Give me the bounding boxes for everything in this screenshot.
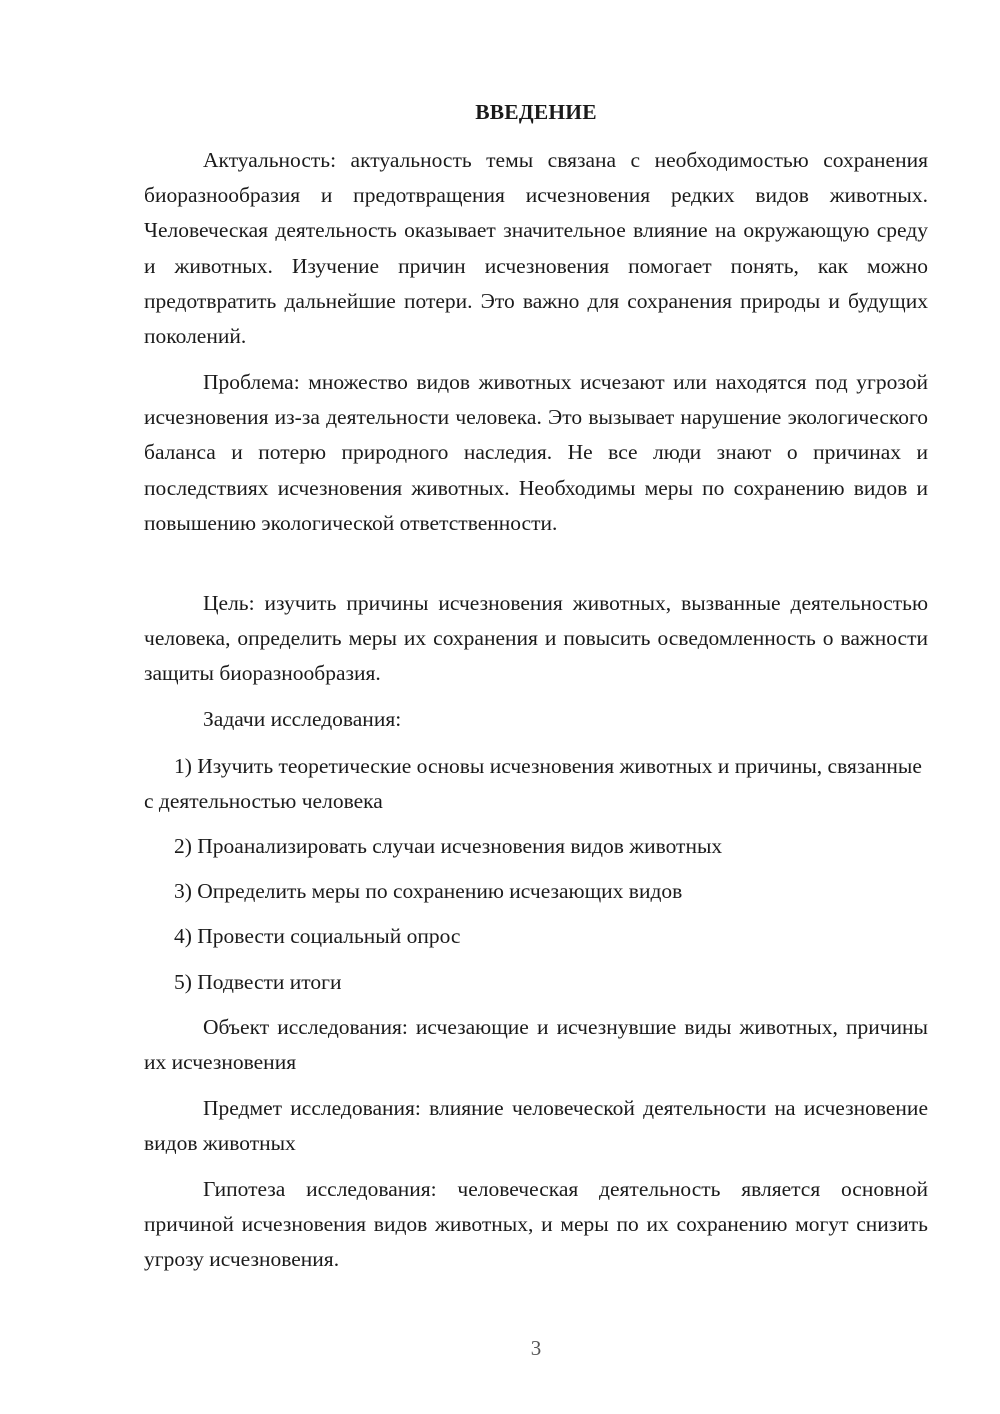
document-page: [144, 0, 928, 1414]
tasks-title: Задачи исследования:: [203, 707, 402, 731]
task-item-4: 4) Провести социальный опрос: [174, 924, 461, 948]
object-paragraph: Объект исследования: исчезающие и исчезнувшие виды животных, причины их исчезновения: [144, 1015, 928, 1075]
page-number: 3: [530, 1336, 542, 1360]
problem-paragraph: Проблема: множество видов животных исчезают или находятся под угрозой исчезновения из-за деятельности человека. Это вызывает нарушение экологического баланса и потерю природного наследия. Не все люди знают о причинах и последствиях исчезновения животных. Необходимы меры по сохранению видов и повышению экологической ответственности.: [144, 370, 928, 535]
hypothesis-paragraph: Гипотеза исследования: человеческая деятельность является основной причиной исчезновения видов животных, и меры по их сохранению могут снизить угрозу исчезновения.: [144, 1177, 928, 1272]
goal-paragraph: Цель: изучить причины исчезновения животных, вызванные деятельностью человека, определить меры их сохранения и повысить осведомленность о важности защиты биоразнообразия.: [144, 591, 928, 686]
section-heading: ВВЕДЕНИЕ: [475, 100, 597, 124]
relevance-paragraph: Актуальность: актуальность темы связана с необходимостью сохранения биоразнообразия и предотвращения исчезновения редких видов животных. Человеческая деятельность оказывает значительное влияние на окружающую среду и животных. Изучение причин исчезновения помогает понять, как можно предотвратить дальнейшие потери. Это важно для сохранения природы и будущих поколений.: [144, 148, 928, 349]
task-item-3: 3) Определить меры по сохранению исчезающих видов: [174, 879, 683, 903]
task-item-1: 1) Изучить теоретические основы исчезновения животных и причины, связанные с деятельностью человека: [144, 754, 922, 814]
task-item-2: 2) Проанализировать случаи исчезновения видов животных: [174, 834, 723, 858]
task-item-5: 5) Подвести итоги: [174, 970, 342, 994]
subject-paragraph: Предмет исследования: влияние человеческой деятельности на исчезновение видов животных: [144, 1096, 928, 1156]
